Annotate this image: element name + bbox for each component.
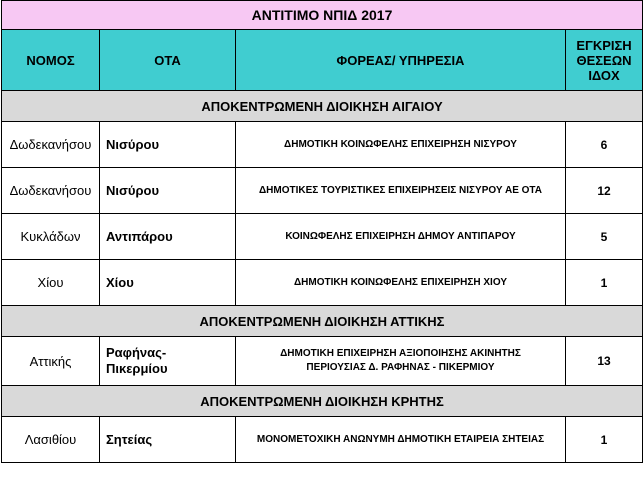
cell-ota: Σητείας <box>100 417 236 463</box>
table-title: ΑΝΤΙΤΙΜΟ ΝΠΙΔ 2017 <box>2 1 643 30</box>
cell-count: 1 <box>566 260 643 306</box>
header-approval-line1: ΕΓΚΡΙΣΗ <box>576 37 632 53</box>
region-name: ΑΠΟΚΕΝΤΡΩΜΕΝΗ ΔΙΟΙΚΗΣΗ ΚΡΗΤΗΣ <box>2 386 643 417</box>
cell-foreas: ΔΗΜΟΤΙΚΕΣ ΤΟΥΡΙΣΤΙΚΕΣ ΕΠΙΧΕΙΡΗΣΕΙΣ ΝΙΣΥΡΟΥ ΑΕ ΟΤΑ <box>236 168 566 214</box>
cell-nomos: Δωδεκανήσου <box>2 168 100 214</box>
table-row <box>2 122 643 168</box>
cell-foreas-line2: ΠΕΡΙΟΥΣΙΑΣ Δ. ΡΑΦΗΝΑΣ - ΠΙΚΕΡΜΙΟΥ <box>306 362 495 373</box>
table-row <box>2 214 643 260</box>
cell-nomos: Λασιθίου <box>2 417 100 463</box>
header-approval-line2: ΘΕΣΕΩΝ <box>576 52 632 68</box>
cell-count: 13 <box>566 337 643 386</box>
cell-ota: Νισύρου <box>100 168 236 214</box>
table-row <box>2 337 643 386</box>
region-name: ΑΠΟΚΕΝΤΡΩΜΕΝΗ ΔΙΟΙΚΗΣΗ ΑΤΤΙΚΗΣ <box>2 306 643 337</box>
positions-table <box>1 0 643 463</box>
cell-ota-line1: Ραφήνας- <box>106 345 167 360</box>
cell-nomos: Δωδεκανήσου <box>2 122 100 168</box>
cell-count: 6 <box>566 122 643 168</box>
cell-nomos: Χίου <box>2 260 100 306</box>
cell-ota: Νισύρου <box>100 122 236 168</box>
cell-ota: Αντιπάρου <box>100 214 236 260</box>
cell-count: 1 <box>566 417 643 463</box>
region-row-kritis <box>2 386 643 417</box>
cell-foreas: ΔΗΜΟΤΙΚΗ ΚΟΙΝΩΦΕΛΗΣ ΕΠΙΧΕΙΡΗΣΗ ΝΙΣΥΡΟΥ <box>236 122 566 168</box>
header-approval-line3: ΙΔΟΧ <box>588 67 620 83</box>
table-row <box>2 417 643 463</box>
cell-ota: Χίου <box>100 260 236 306</box>
table-row <box>2 168 643 214</box>
cell-foreas: ΜΟΝΟΜΕΤΟΧΙΚΗ ΑΝΩΝΥΜΗ ΔΗΜΟΤΙΚΗ ΕΤΑΙΡΕΙΑ ΣΗΤΕΙΑΣ <box>236 417 566 463</box>
region-row-attikis <box>2 306 643 337</box>
cell-foreas-line1: ΔΗΜΟΤΙΚΗ ΕΠΙΧΕΙΡΗΣΗ ΑΞΙΟΠΟΙΗΣΗΣ ΑΚΙΝΗΤΗΣ <box>280 348 521 359</box>
cell-ota-line2: Πικερμίου <box>106 361 168 376</box>
cell-count: 5 <box>566 214 643 260</box>
header-ota: ΟΤΑ <box>100 30 236 91</box>
header-approval <box>566 30 643 91</box>
header-nomos: ΝΟΜΟΣ <box>2 30 100 91</box>
title-row <box>2 1 643 30</box>
cell-foreas: ΔΗΜΟΤΙΚΗ ΚΟΙΝΩΦΕΛΗΣ ΕΠΙΧΕΙΡΗΣΗ ΧΙΟΥ <box>236 260 566 306</box>
cell-nomos: Κυκλάδων <box>2 214 100 260</box>
cell-count: 12 <box>566 168 643 214</box>
cell-foreas <box>236 337 566 386</box>
table-row <box>2 260 643 306</box>
header-foreas: ΦΟΡΕΑΣ/ ΥΠΗΡΕΣΙΑ <box>236 30 566 91</box>
region-name: ΑΠΟΚΕΝΤΡΩΜΕΝΗ ΔΙΟΙΚΗΣΗ ΑΙΓΑΙΟΥ <box>2 91 643 122</box>
cell-nomos: Αττικής <box>2 337 100 386</box>
cell-ota <box>100 337 236 386</box>
header-row <box>2 30 643 91</box>
region-row-aigaiou <box>2 91 643 122</box>
cell-foreas: ΚΟΙΝΩΦΕΛΗΣ ΕΠΙΧΕΙΡΗΣΗ ΔΗΜΟΥ ΑΝΤΙΠΑΡΟΥ <box>236 214 566 260</box>
